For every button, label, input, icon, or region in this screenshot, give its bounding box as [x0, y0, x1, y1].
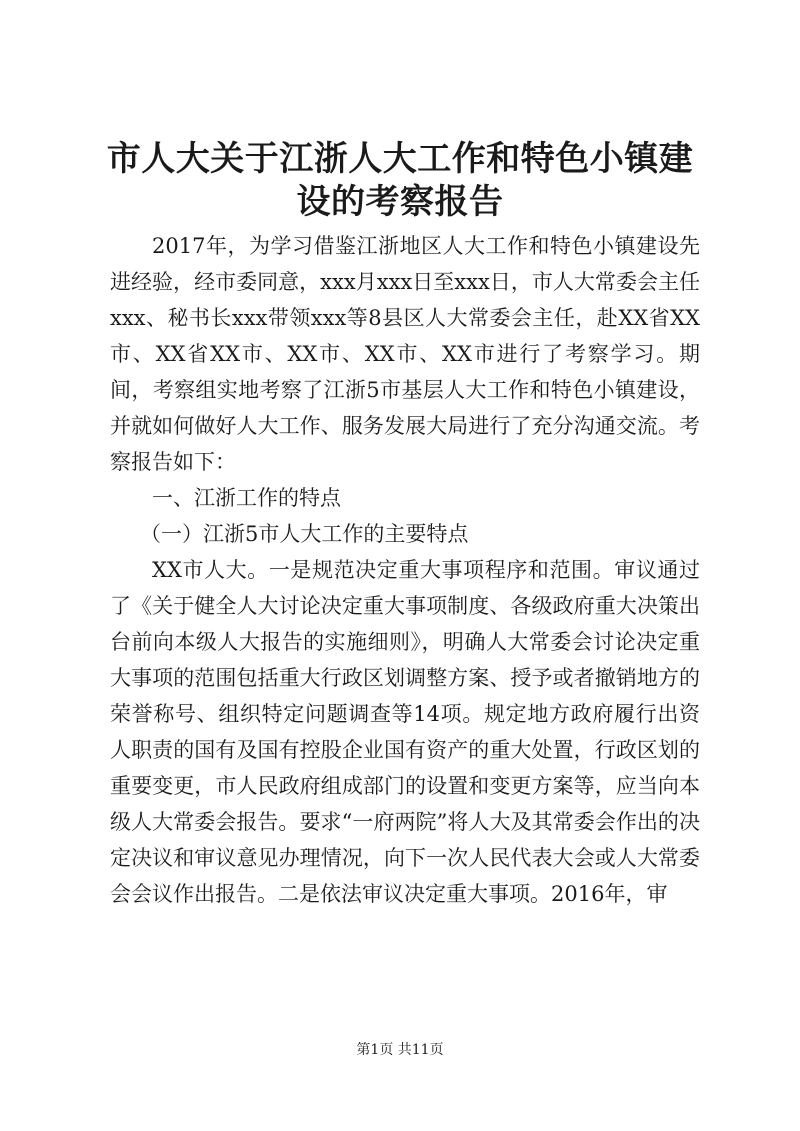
body-paragraph: XX市人大。一是规范决定重大事项程序和范围。审议通过了《关于健全人大讨论决定重大事项制度、各级政府重大决策出台前向本级人大报告的实施细则》，明确人大常委会讨论决定重大事项的范围包括重大行政区划调整方案、授予或者撤销地方的荣誉称号、组织特定问题调查等14项。规定地方政府履行出资人职责的国有及国有控股企业国有资产的重大处置，行政区划的重要变更，市人民政府组成部门的设置和变更方案等，应当向本级人大常委会报告。要求“一府两院”将人大及其常委会作出的决定决议和审议意见办理情况，向下一次人民代表大会或人大常委会会议作出报告。二是依法审议决定重大事项。2016年，审: [110, 558, 700, 906]
intro-paragraph: 2017年，为学习借鉴江浙地区人大工作和特色小镇建设先进经验，经市委同意，xxx月xxx日至xxx日，市人大常委会主任xxx、秘书长xxx带领xxx等8县区人大常委会主任，赴XX省XX市、XX省XX市、XX市、XX市、XX市进行了考察学习。期间，考察组实地考察了江浙5市基层人大工作和特色小镇建设，并就如何做好人大工作、服务发展大局进行了充分沟通交流。考察报告如下：: [110, 234, 700, 474]
document-title: 市人大关于江浙人大工作和特色小镇建设的考察报告: [106, 139, 694, 222]
subsection-heading: （一）江浙5市人大工作的主要特点: [140, 522, 469, 546]
document-body: [110, 228, 700, 912]
section-heading: 一、江浙工作的特点: [152, 486, 341, 510]
page-footer: 第1页 共11页: [356, 1042, 444, 1058]
